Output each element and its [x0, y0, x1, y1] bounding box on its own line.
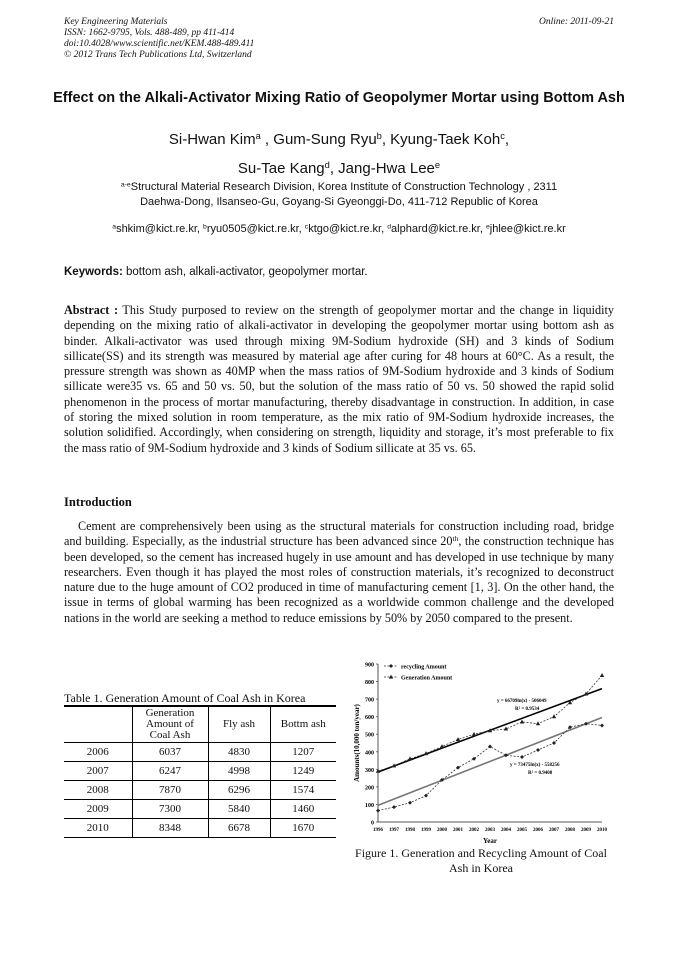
y-tick-label: 500 — [365, 732, 374, 739]
trend-r2: R² = 0.9408 — [528, 771, 553, 776]
data-point-recycling — [376, 809, 380, 813]
affiliation — [40, 180, 638, 210]
keywords-label: Keywords: — [64, 266, 123, 278]
author-line-1: Si-Hwan Kim$^a$ , Gum-Sung Ryu$^b$, Kyung-Taek Koh$^c$, — [168, 130, 510, 148]
table-cell: 7300 — [132, 800, 208, 819]
table-cell: 1670 — [270, 819, 336, 838]
y-tick-label: 600 — [365, 715, 374, 722]
author-name: Kyung-Taek Koh — [390, 131, 501, 148]
series-line-generation — [378, 675, 602, 771]
table-cell: 2010 — [64, 819, 132, 838]
abstract — [64, 303, 614, 456]
journal-header — [64, 17, 254, 61]
table-cell: 1249 — [270, 762, 336, 781]
x-tick-label: 1998 — [405, 828, 415, 833]
data-point-generation — [472, 732, 476, 736]
data-point-generation — [552, 714, 556, 718]
y-tick-label: 300 — [365, 767, 374, 774]
keywords — [64, 266, 368, 278]
y-tick-label: 900 — [365, 662, 374, 669]
table-cell: 2007 — [64, 762, 132, 781]
email-list: $^a$shkim@kict.re.kr, $^b$ryu0505@kict.re.kr, $^c$ktgo@kict.re.kr, $^d$alphard@kict.re.kr, $^e$jhlee@kict.re.kr — [112, 223, 566, 235]
table-cell: 4998 — [208, 762, 270, 781]
y-tick-label: 400 — [365, 750, 374, 757]
figure-caption: Figure 1. Generation and Recycling Amount of Coal Ash in Korea — [355, 846, 607, 875]
table-row — [64, 762, 336, 781]
author-name: Gum-Sung Ryu — [273, 131, 377, 148]
legend-marker-generation — [389, 675, 393, 679]
introduction-paragraph: Cement are comprehensively been using as the structural materials for construction including road, bridge and building. Especially, as the industrial structure has been advanced since 20th, the construction technique has been developed, so the cement has increased hugely in use amount and has developed in use technique by many researchers. Even though it has played the most roles of construction materials, it’s recognized to deconstruct nature due to the huge amount of CO2 produced in time of manufacturing cement [1, 3]. On the other hand, the issue in terms of global warming has been recognized as a worldwide common challenge and the developed nations in the world are seeking a method to reduce emissions by 50% by 2050 compared to the present. — [64, 519, 614, 625]
journal-name: Key Engineering Materials — [64, 17, 168, 27]
author-sup: a — [255, 130, 261, 141]
table-header-row — [64, 706, 336, 743]
email: alphard@kict.re.kr, — [391, 223, 486, 235]
x-tick-label: 2000 — [437, 828, 447, 833]
journal-issn: ISSN: 1662-9795, Vols. 488-489, pp 411-414 — [64, 28, 235, 38]
x-tick-label: 2001 — [453, 828, 463, 833]
legend-label: Generation Amount — [401, 675, 453, 682]
data-point-recycling — [520, 755, 524, 759]
trend-r2: R² = 0.9534 — [515, 707, 540, 712]
table-row — [64, 781, 336, 800]
table-cell: 1460 — [270, 800, 336, 819]
abstract-text: This Study purposed to review on the strength of geopolymer mortar and the change in liquidity depending on the mixing ratio of alkali-activator in developing the geopolymer mortar using bottom ash as binder. Alkali-activator was used through mixing 9M-Sodium hydroxide (SH) and 3 kinds of Sodium sillicate(SS) and its strength was measured by material age after curing for 48 hours at 60°C. As a result, the pressure strength was shown as 40MP when the mass ratios of 9M-Sodium hydroxide and 3 kinds of Sodium sillicate were35 vs. 65 and 50 vs. 50, but the solution of the mass ratio of 50 vs. 50 showed the rapid solid phenomenon in the process of mortar manufacturing, thereby disadvantage in construction. In addition, in case of storing the mixed solution in room temperature, as the mix ratio of 9M-Sodium hydroxide increases, the solution solidified. Accordingly, when considering on strength, liquidity and storage, it’s most preferable to fix the mass ratio of 9M-Sodium hydroxide and 3 kinds of Sodium sillicate at 35 vs. 65. — [64, 303, 614, 455]
data-point-recycling — [424, 794, 428, 798]
table-cell: 8348 — [132, 819, 208, 838]
journal-copyright: © 2012 Trans Tech Publications Ltd, Switzerland — [64, 50, 252, 60]
author-name: Si-Hwan Kim — [168, 131, 256, 148]
y-axis-label: Amounts(10,000 ton/year) — [353, 704, 361, 782]
data-point-recycling — [552, 741, 556, 745]
table-header — [64, 706, 132, 743]
author-sup: c — [500, 130, 505, 141]
data-point-recycling — [392, 805, 396, 809]
coal-ash-chart — [352, 658, 614, 846]
keywords-text: bottom ash, alkali-activator, geopolymer mortar. — [122, 266, 368, 278]
table-cell: 5840 — [208, 800, 270, 819]
x-tick-label: 2010 — [597, 828, 607, 833]
x-tick-label: 2003 — [485, 828, 495, 833]
table-header: Generation Amount of Coal Ash — [132, 706, 208, 743]
table-cell: 1207 — [270, 743, 336, 762]
table-cell: 4830 — [208, 743, 270, 762]
y-tick-label: 0 — [371, 820, 374, 827]
author-sup: e — [434, 159, 441, 170]
author-sup: b — [376, 130, 382, 141]
x-axis-label: Year — [483, 837, 497, 845]
table-caption: Table 1. Generation Amount of Coal Ash in Korea — [64, 691, 306, 705]
table-header: Bottm ash — [270, 706, 336, 743]
table-cell: 6678 — [208, 819, 270, 838]
email: jhlee@kict.re.kr — [489, 223, 566, 235]
coal-ash-table — [64, 705, 336, 838]
author-name: Jang-Hwa Lee — [338, 160, 435, 177]
x-tick-label: 2006 — [533, 828, 543, 833]
data-point-generation — [536, 721, 540, 725]
paper-title: Effect on the Alkali-Activator Mixing Ratio of Geopolymer Mortar using Bottom Ash — [53, 90, 625, 106]
table-cell: 1574 — [270, 781, 336, 800]
y-tick-label: 800 — [365, 680, 374, 687]
y-tick-label: 700 — [365, 697, 374, 704]
journal-doi: doi:10.4028/www.scientific.net/KEM.488-489.411 — [64, 39, 255, 49]
online-date: Online: 2011-09-21 — [538, 17, 614, 27]
x-tick-label: 1997 — [389, 828, 399, 833]
author-name: Su-Tae Kang — [237, 160, 325, 177]
table-row — [64, 743, 336, 762]
email: ryu0505@kict.re.kr, — [206, 223, 305, 235]
data-point-generation — [600, 673, 604, 677]
x-tick-label: 1999 — [421, 828, 431, 833]
data-point-generation — [520, 720, 524, 724]
data-point-recycling — [600, 723, 604, 727]
author-line-2: Su-Tae Kang$^d$, Jang-Hwa Lee$^e$ — [237, 159, 441, 177]
table-cell: 6247 — [132, 762, 208, 781]
table-cell: 6296 — [208, 781, 270, 800]
series-line-recycling — [378, 724, 602, 811]
abstract-label: Abstract : — [64, 303, 119, 317]
email: ktgo@kict.re.kr, — [308, 223, 388, 235]
data-point-recycling — [408, 801, 412, 805]
trend-equation: y = 73475ln(x) - 558256 — [510, 763, 560, 768]
table-row — [64, 800, 336, 819]
email: shkim@kict.re.kr, — [116, 223, 204, 235]
table-cell: 2006 — [64, 743, 132, 762]
x-tick-label: 2007 — [549, 828, 559, 833]
x-tick-label: 2002 — [469, 828, 479, 833]
data-point-recycling — [536, 748, 540, 752]
trend-equation: y = 66709ln(x) - 506049 — [497, 699, 547, 704]
x-tick-label: 2005 — [517, 828, 527, 833]
section-heading: Introduction — [64, 495, 132, 509]
affiliation-line-2: Daehwa-Dong, Ilsanseo-Gu, Goyang-Si Gyeonggi-Do, 411-712 Republic of Korea — [140, 196, 538, 208]
legend-marker-recycling — [389, 664, 393, 668]
x-tick-label: 2004 — [501, 828, 511, 833]
x-tick-label: 2008 — [565, 828, 575, 833]
y-tick-label: 200 — [365, 785, 374, 792]
y-tick-label: 100 — [365, 802, 374, 809]
x-tick-label: 1996 — [373, 828, 383, 833]
legend-label: recycling Amount — [401, 664, 447, 671]
table-cell: 2009 — [64, 800, 132, 819]
table-cell: 6037 — [132, 743, 208, 762]
author-sup: d — [324, 159, 330, 170]
table-row — [64, 819, 336, 838]
affiliation-sup: a-e — [120, 181, 131, 189]
x-tick-label: 2009 — [581, 828, 591, 833]
affiliation-line-1: Structural Material Research Division, Korea Institute of Construction Technology , 2311 — [130, 181, 558, 193]
table-cell: 2008 — [64, 781, 132, 800]
table-cell: 7870 — [132, 781, 208, 800]
table-header: Fly ash — [208, 706, 270, 743]
